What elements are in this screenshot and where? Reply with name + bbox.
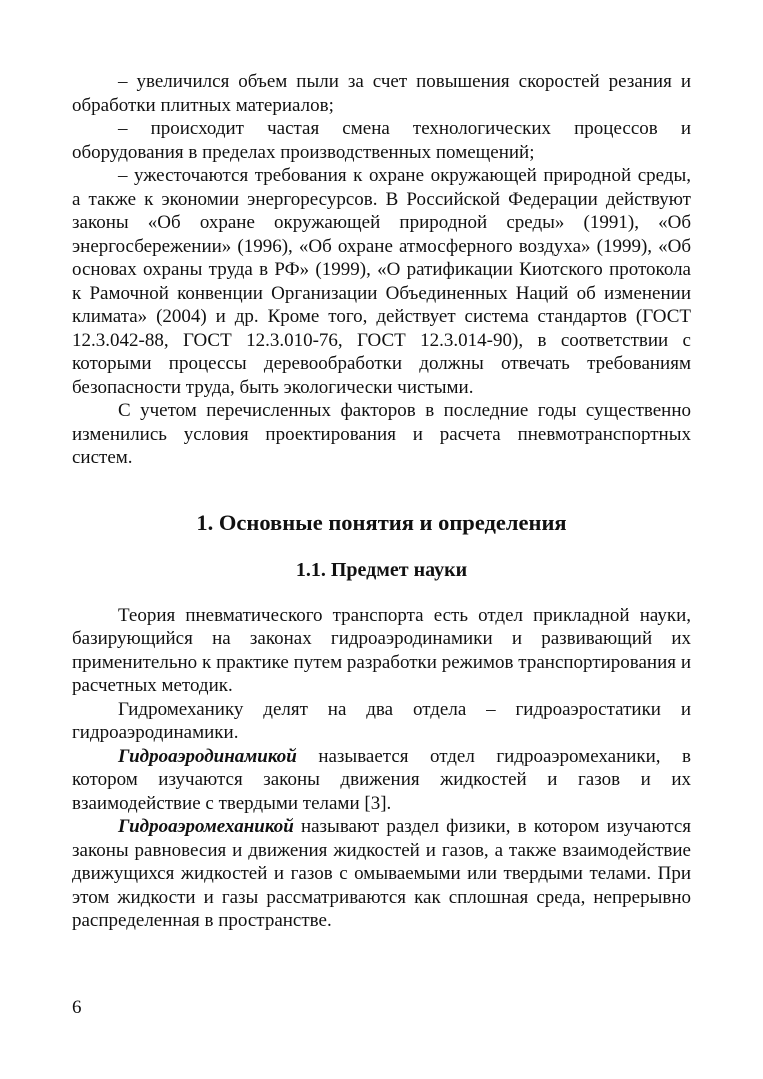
section-paragraph-3 xyxy=(72,745,691,816)
section-paragraph-3-text: называется отдел гидроаэромеханики, в котором изучаются законы движения жидкостей и газов и их взаимодействие с твердыми телами [3]. xyxy=(72,745,691,814)
intro-paragraph-2: – происходит частая смена технологических процессов и оборудования в пределах производственных помещений; xyxy=(72,118,691,163)
section-paragraph-4-text: называют раздел физики, в котором изучаются законы равновесия и движения жидкостей и газов, а также взаимодействие движущихся жидкостей и газов с омываемыми или твердыми телами. При этом жидкости и газы рассматриваются как сплошная среда, непрерывно распределенная в пространстве. xyxy=(72,816,691,931)
section-title: 1.1. Предмет науки xyxy=(295,558,468,581)
page-body xyxy=(72,70,691,933)
page-number: 6 xyxy=(72,997,82,1018)
chapter-title: 1. Основные понятия и определения xyxy=(196,509,567,535)
section-paragraph-1: Теория пневматического транспорта есть отдел прикладной науки, базирующийся на законах гидроаэродинамики и развивающий их применительно к практике путем разработки режимов транспортирования и расчетных методик. xyxy=(72,604,691,696)
term-hydroaerodynamics: Гидроаэродинамикой xyxy=(118,745,297,767)
section-paragraph-4 xyxy=(72,815,691,933)
intro-paragraph-1: – увеличился объем пыли за счет повышения скоростей резания и обработки плитных материалов; xyxy=(72,71,691,116)
term-hydroaeromechanics: Гидроаэромеханикой xyxy=(118,816,294,837)
section-paragraph-2: Гидромеханику делят на два отдела – гидроаэростатики и гидроаэродинамики. xyxy=(72,698,691,743)
intro-paragraph-3: – ужесточаются требования к охране окружающей природной среды, а также к экономии энергоресурсов. В Российской Федерации действуют законы «Об охране окружающей природной среды» (1991), «Об энергосбережении» (1996), «Об охране атмосферного воздуха» (1999), «Об основах охраны труда в РФ» (1999), «О ратификации Киотского протокола к Рамочной конвенции Организации Объединенных Наций об изменении климата» (2004) и др. Кроме того, действует система стандартов (ГОСТ 12.3.042-88, ГОСТ 12.3.010-76, ГОСТ 12.3.014-90), в соответствии с которыми процессы деревообработки должны отвечать требованиям безопасности труда, быть экологически чистыми. xyxy=(72,165,691,398)
intro-paragraph-4: С учетом перечисленных факторов в последние годы существенно изменились условия проектирования и расчета пневмотранспортных систем. xyxy=(72,400,691,468)
